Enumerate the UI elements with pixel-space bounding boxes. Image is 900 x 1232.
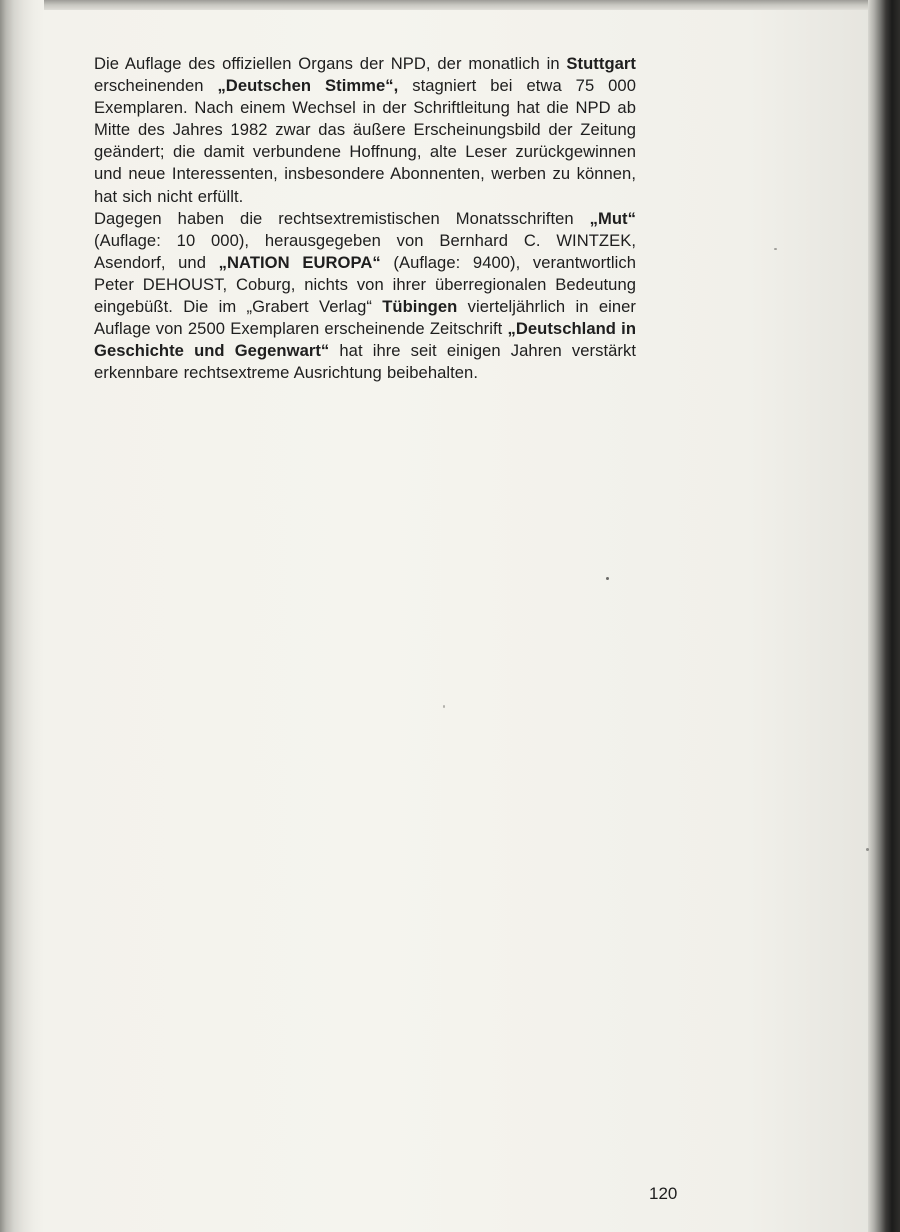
text-run: erscheinenden <box>94 76 218 96</box>
paragraph-npd-circulation <box>94 53 636 208</box>
text-run: hat ihre seit einigen Jahren verstärkt erkennbare rechtsextreme Ausrichtung beibehalten. <box>94 341 636 383</box>
right-page-edge <box>868 0 900 1232</box>
paragraph-monthly-magazines <box>94 208 636 385</box>
bold-title-deutschland-in-geschichte: „Deutschland in Geschichte und Gegenwart“ <box>94 319 637 361</box>
bold-title-mut: „Mut“ <box>589 208 636 228</box>
dust-speck <box>606 577 609 580</box>
bold-title-nation-europa: „NATION EUROPA“ <box>218 252 381 272</box>
dust-speck <box>443 705 445 708</box>
text-run: (Auflage: 9400), verantwortlich Peter DEHOUST, Coburg, nichts von ihrer überregionalen Bedeutung eingebüßt. Die im „Grabert Verlag“ <box>94 252 636 317</box>
binding-shadow <box>0 0 44 1232</box>
text-run: vierteljährlich in einer Auflage von 2500 Exemplaren erscheinende Zeitschrift <box>94 297 636 339</box>
page-number: 120 <box>649 1184 678 1203</box>
text-run: Die Auflage des offiziellen Organs der NPD, der monatlich in <box>94 54 567 73</box>
bold-place-stuttgart: Stuttgart <box>566 54 636 73</box>
text-run: Dagegen haben die rechtsextremistischen Monatsschriften <box>94 208 590 228</box>
dust-speck <box>866 848 869 851</box>
text-run: (Auflage: 10 000), herausgegeben von Bernhard C. WINTZEK, Asendorf, und <box>94 230 636 272</box>
dust-speck <box>774 248 777 250</box>
bold-place-tuebingen: Tübingen <box>382 297 458 317</box>
text-run: stagniert bei etwa 75 000 Exemplaren. Nach einem Wechsel in der Schriftleitung hat die NPD ab Mitte des Jahres 1982 zwar das äußere Erscheinungsbild der Zeitung geändert; die damit verbundene Hoffnung, alte Leser zurückgewinnen und neue Interessenten, insbesondere Abonnenten, werben zu können, hat sich nicht erfüllt. <box>94 76 636 206</box>
bold-title-deutsche-stimme: „Deutschen Stimme“, <box>217 76 399 96</box>
body-text <box>94 53 636 384</box>
